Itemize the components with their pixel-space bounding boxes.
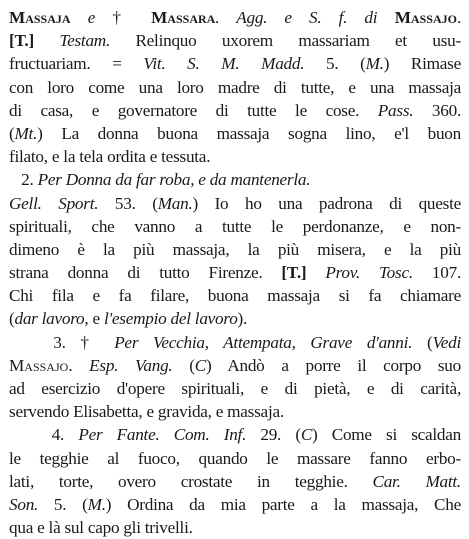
sense-definition: Per Fante. Com. Inf. xyxy=(78,425,247,445)
citation: Pass. xyxy=(377,100,414,120)
text-line xyxy=(9,400,461,423)
cross-reference-label: Vedi xyxy=(432,332,461,352)
citation: Gell. Sport. xyxy=(9,193,99,213)
text: 53. ( xyxy=(98,193,158,213)
text: ) Come si scaldan xyxy=(312,425,461,445)
text: qua e là sul capo gli trivelli. xyxy=(9,518,193,538)
text: ( xyxy=(9,309,15,329)
cross-reference: Massajo xyxy=(377,8,457,27)
text-line xyxy=(9,516,461,539)
text: ( xyxy=(412,332,433,352)
text: ) Rimase xyxy=(383,54,461,74)
text-line xyxy=(9,145,461,168)
text-line xyxy=(9,261,461,284)
text-line xyxy=(9,76,461,99)
text: 5. ( xyxy=(38,494,88,514)
text: 360. xyxy=(413,100,461,120)
text: spirituali, che vanno a tutte le perdonanze, e non- xyxy=(9,216,461,236)
sense-definition: Per Vecchia, Attempata, Grave d'anni. xyxy=(114,332,413,352)
text: ( xyxy=(172,355,195,375)
text: ). xyxy=(237,309,248,329)
text-line xyxy=(9,192,461,215)
text: . xyxy=(68,355,90,375)
citation: Vit. S. M. Madd. xyxy=(143,54,305,74)
dagger-mark: † xyxy=(112,8,134,27)
text: filato, e la tela ordita e tessuta. xyxy=(9,147,211,167)
text-line xyxy=(9,377,461,400)
entry-header-line xyxy=(9,6,461,29)
cross-reference: Massajo xyxy=(9,355,69,375)
text-line xyxy=(9,52,461,75)
citation: Car. Matt. xyxy=(372,471,461,491)
sense-line xyxy=(9,331,461,354)
text: ad esercizio d'opere spirituali, e di pietà, e di carità, xyxy=(9,379,461,398)
sense-number: 4. xyxy=(51,425,79,445)
text: con loro come una loro madre di tutte, e una massaja xyxy=(9,77,461,97)
citation: C xyxy=(194,355,206,375)
text: , e xyxy=(84,309,104,329)
citation: M. xyxy=(87,494,106,514)
text-line xyxy=(9,122,461,145)
source-tag: [T.] xyxy=(281,263,307,283)
text: 5. ( xyxy=(304,54,366,74)
source-tag: [T.] xyxy=(9,31,34,51)
text: Relinquo uxorem massariam et usu- xyxy=(110,31,461,51)
text: fructuariam. = xyxy=(9,54,144,74)
text: strana donna di tutto Firenze. xyxy=(9,263,282,283)
text: lati, torte, overo crostate in tegghie. xyxy=(9,471,373,491)
text: ) La donna buona massaja sogna lino, e'l buon xyxy=(37,123,461,143)
citation: M. xyxy=(365,54,384,74)
text-line xyxy=(9,29,461,52)
citation: Testam. xyxy=(33,31,111,51)
text: dimeno è la più massaja, la più misera, e la più xyxy=(9,239,461,259)
citation: Man. xyxy=(157,193,193,213)
sense-line xyxy=(9,423,461,446)
sense-number: 2. xyxy=(21,170,38,190)
text-line xyxy=(9,354,461,377)
text: ) Andò a porre il corpo suo xyxy=(205,355,461,375)
gloss: l'esempio del lavoro xyxy=(103,309,238,329)
header-period: . xyxy=(456,8,461,27)
citation: Esp. Vang. xyxy=(89,355,173,375)
text: Chi fila e fa filare, buona massaja si fa chiamare xyxy=(9,286,461,306)
headword: Massaja xyxy=(9,8,71,27)
text: 107. xyxy=(412,263,461,283)
citation: Mt. xyxy=(14,123,38,143)
text-line xyxy=(9,99,461,122)
citation: Prov. Tosc. xyxy=(306,263,413,283)
text: servendo Elisabetta, e gravida, e massaja. xyxy=(9,402,284,422)
conjunction: e xyxy=(70,8,113,27)
headword-variant: Massara xyxy=(151,8,216,27)
text: di casa, e governatore di tutte le cose. xyxy=(9,100,378,120)
text-line xyxy=(9,470,461,493)
text-line xyxy=(9,215,461,238)
text-line xyxy=(9,307,461,330)
text: le tegghie al fuoco, quando le massare fanno erbo- xyxy=(9,448,461,468)
text: 29. ( xyxy=(246,425,301,445)
gloss: dar lavoro xyxy=(14,309,85,329)
text-line xyxy=(9,493,461,516)
text-line xyxy=(9,284,461,307)
sense-line xyxy=(9,168,461,191)
citation: C xyxy=(300,425,313,445)
text: ( xyxy=(9,123,15,143)
citation: Son. xyxy=(9,494,39,514)
text: ) Ordina da mia parte a la massaja, Che xyxy=(105,494,461,514)
sense-number: 3. † xyxy=(53,332,115,352)
text-line xyxy=(9,447,461,470)
grammar-label: . Agg. e S. f. di xyxy=(215,8,378,27)
sense-definition: Per Donna da far roba, e da mantenerla. xyxy=(37,170,311,190)
text: ) Io ho una padrona di queste xyxy=(192,193,461,213)
text-line xyxy=(9,238,461,261)
